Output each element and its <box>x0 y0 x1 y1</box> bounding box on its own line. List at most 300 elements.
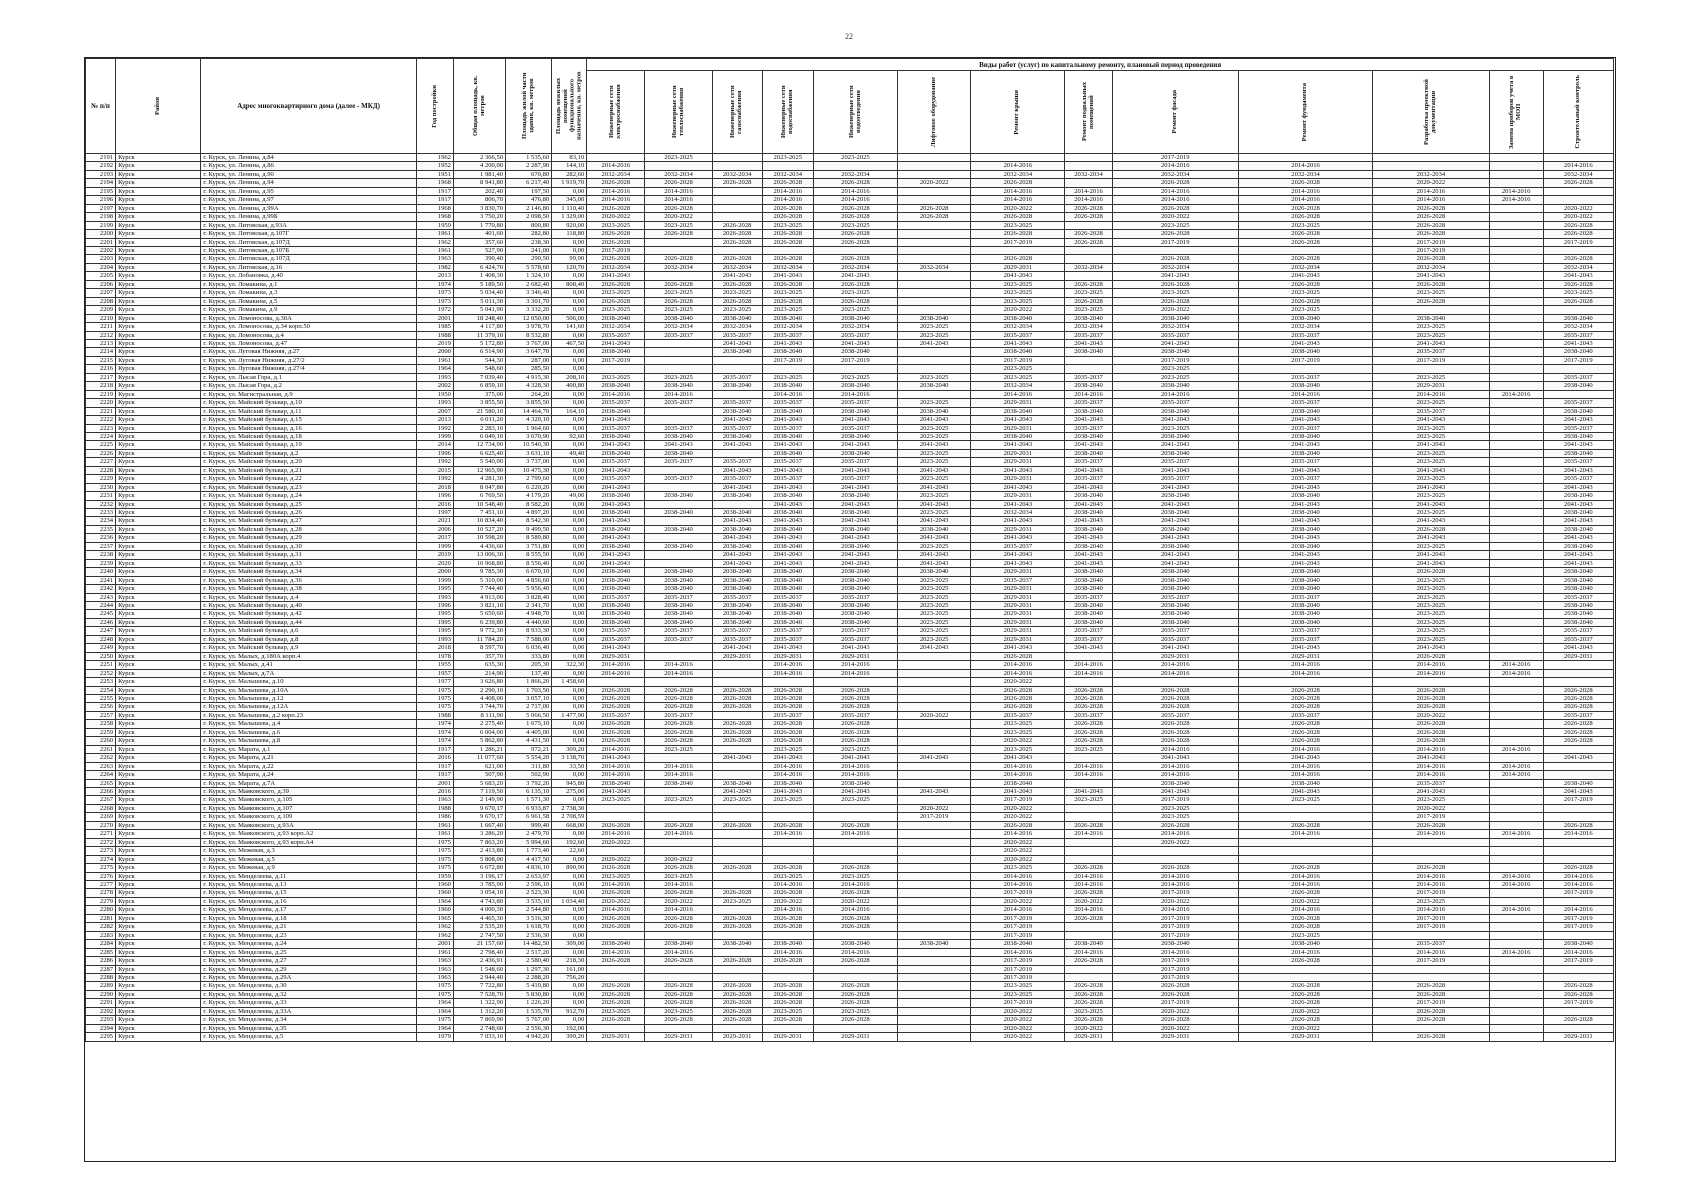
cell-num: 2240 <box>86 568 116 576</box>
cell-elevator <box>898 703 971 711</box>
cell-address: г. Курск, ул. Майский бульвар, д.38 <box>201 585 417 593</box>
cell-meters <box>1489 246 1543 254</box>
cell-water: 2035-2037 <box>762 593 813 601</box>
cell-heating: 2020-2022 <box>645 213 712 221</box>
cell-nonliving-area: 756,20 <box>552 973 587 981</box>
cell-year: 1964 <box>416 897 453 905</box>
cell-roof: 2023-2025 <box>971 221 1065 229</box>
cell-basement: 2038-2040 <box>1065 542 1112 550</box>
cell-electric: 2038-2040 <box>587 382 645 390</box>
cell-total-area: 2 149,90 <box>453 796 505 804</box>
table-row <box>86 525 1614 533</box>
cell-num: 2208 <box>86 297 116 305</box>
cell-roof: 2041-2043 <box>971 272 1065 280</box>
cell-address: г. Курск, ул. Майский бульвар, д.4 <box>201 593 417 601</box>
cell-gas <box>712 973 762 981</box>
cell-nonliving-area: 0,00 <box>552 399 587 407</box>
cell-district: Курск <box>116 432 201 440</box>
cell-district: Курск <box>116 525 201 533</box>
cell-living-area: 5 554,20 <box>506 754 552 762</box>
cell-construction-control: 2038-2040 <box>1543 509 1613 517</box>
cell-gas: 2023-2025 <box>712 289 762 297</box>
cell-heating: 2026-2028 <box>645 204 712 212</box>
cell-num: 2197 <box>86 204 116 212</box>
cell-gas <box>712 931 762 939</box>
cell-foundation: 2014-2016 <box>1238 745 1372 753</box>
cell-heating: 2035-2037 <box>645 475 712 483</box>
table-row <box>86 728 1614 736</box>
cell-facade: 2023-2025 <box>1112 365 1238 373</box>
cell-nonliving-area: 0,00 <box>552 348 587 356</box>
cell-basement: 2014-2016 <box>1065 872 1112 880</box>
cell-num: 2286 <box>86 957 116 965</box>
cell-heating <box>645 559 712 567</box>
cell-facade: 2017-2019 <box>1112 914 1238 922</box>
cell-design-docs <box>1373 678 1489 686</box>
cell-basement: 2023-2025 <box>1065 745 1112 753</box>
cell-sewer: 2026-2028 <box>813 238 897 246</box>
cell-gas: 2035-2037 <box>712 331 762 339</box>
cell-gas: 2041-2043 <box>712 483 762 491</box>
cell-facade: 2041-2043 <box>1112 466 1238 474</box>
cell-design-docs: 2035-2037 <box>1373 779 1489 787</box>
cell-heating <box>645 652 712 660</box>
cell-foundation: 2038-2040 <box>1238 610 1372 618</box>
cell-gas: 2038-2040 <box>712 525 762 533</box>
cell-num: 2284 <box>86 940 116 948</box>
cell-num: 2274 <box>86 855 116 863</box>
cell-foundation: 2038-2040 <box>1238 348 1372 356</box>
cell-sewer: 2023-2025 <box>813 796 897 804</box>
cell-heating: 2026-2028 <box>645 821 712 829</box>
cell-nonliving-area: 309,20 <box>552 745 587 753</box>
cell-district: Курск <box>116 483 201 491</box>
cell-year: 1952 <box>416 162 453 170</box>
cell-nonliving-area: 0,00 <box>552 483 587 491</box>
cell-construction-control: 2041-2043 <box>1543 534 1613 542</box>
cell-district: Курск <box>116 796 201 804</box>
cell-total-area: 7 119,50 <box>453 787 505 795</box>
cell-meters <box>1489 973 1543 981</box>
cell-sewer: 2026-2028 <box>813 914 897 922</box>
cell-heating: 2023-2025 <box>645 373 712 381</box>
cell-living-area: 5 767,00 <box>506 1016 552 1024</box>
cell-design-docs: 2026-2028 <box>1373 737 1489 745</box>
cell-design-docs: 2023-2025 <box>1373 492 1489 500</box>
cell-construction-control <box>1543 390 1613 398</box>
cell-gas: 2038-2040 <box>712 568 762 576</box>
cell-sewer: 2038-2040 <box>813 449 897 457</box>
cell-meters <box>1489 204 1543 212</box>
cell-nonliving-area: 0,00 <box>552 525 587 533</box>
cell-water: 2038-2040 <box>762 576 813 584</box>
cell-nonliving-area: 0,00 <box>552 602 587 610</box>
cell-gas: 2026-2028 <box>712 230 762 238</box>
cell-heating: 2035-2037 <box>645 627 712 635</box>
cell-year: 2021 <box>416 517 453 525</box>
table-row <box>86 999 1614 1007</box>
cell-meters <box>1489 627 1543 635</box>
cell-address: г. Курск, ул. Майский бульвар, д.22 <box>201 475 417 483</box>
cell-meters <box>1489 559 1543 567</box>
cell-meters <box>1489 534 1543 542</box>
cell-foundation: 2014-2016 <box>1238 872 1372 880</box>
cell-basement <box>1065 847 1112 855</box>
cell-design-docs: 2041-2043 <box>1373 483 1489 491</box>
cell-elevator: 2041-2043 <box>898 534 971 542</box>
cell-heating: 2026-2028 <box>645 1016 712 1024</box>
cell-elevator: 2041-2043 <box>898 517 971 525</box>
cell-num: 2204 <box>86 263 116 271</box>
cell-num: 2230 <box>86 483 116 491</box>
cell-living-area: 1 773,40 <box>506 847 552 855</box>
cell-basement: 2035-2037 <box>1065 399 1112 407</box>
cell-basement: 2014-2016 <box>1065 948 1112 956</box>
cell-heating: 2026-2028 <box>645 728 712 736</box>
cell-water: 2035-2037 <box>762 458 813 466</box>
cell-foundation: 2014-2016 <box>1238 948 1372 956</box>
cell-facade: 2038-2040 <box>1112 314 1238 322</box>
cell-elevator <box>898 669 971 677</box>
cell-nonliving-area: 0,00 <box>552 737 587 745</box>
cell-facade: 2035-2037 <box>1112 627 1238 635</box>
cell-total-area: 8 597,70 <box>453 644 505 652</box>
cell-nonliving-area: 0,00 <box>552 466 587 474</box>
cell-nonliving-area: 0,00 <box>552 306 587 314</box>
cell-district: Курск <box>116 897 201 905</box>
cell-heating: 2014-2016 <box>645 390 712 398</box>
cell-facade: 2020-2022 <box>1112 1024 1238 1032</box>
cell-electric: 2026-2028 <box>587 957 645 965</box>
table-row <box>86 880 1614 888</box>
cell-water: 2032-2034 <box>762 323 813 331</box>
table-row <box>86 323 1614 331</box>
cell-gas <box>712 872 762 880</box>
cell-address: г. Курск, ул. Ленина, д.90 <box>201 170 417 178</box>
table-row <box>86 449 1614 457</box>
cell-construction-control: 2038-2040 <box>1543 576 1613 584</box>
cell-district: Курск <box>116 787 201 795</box>
cell-meters <box>1489 179 1543 187</box>
cell-roof: 2017-2019 <box>971 923 1065 931</box>
cell-living-area: 6 217,40 <box>506 179 552 187</box>
cell-meters <box>1489 314 1543 322</box>
cell-gas <box>712 880 762 888</box>
cell-construction-control <box>1543 771 1613 779</box>
cell-total-area: 2 366,50 <box>453 154 505 162</box>
cell-electric: 2026-2028 <box>587 889 645 897</box>
cell-total-area: 13 006,30 <box>453 551 505 559</box>
cell-elevator <box>898 990 971 998</box>
cell-total-area: 2 748,60 <box>453 1024 505 1032</box>
cell-living-area: 3 535,10 <box>506 897 552 905</box>
cell-basement: 2026-2028 <box>1065 1016 1112 1024</box>
cell-nonliving-area: 33,50 <box>552 762 587 770</box>
cell-num: 2253 <box>86 678 116 686</box>
cell-foundation: 2026-2028 <box>1238 923 1372 931</box>
cell-construction-control: 2026-2028 <box>1543 255 1613 263</box>
cell-total-area: 3 286,20 <box>453 830 505 838</box>
cell-address: г. Курск, ул. Менделеева, д.29А <box>201 973 417 981</box>
cell-heating: 2026-2028 <box>645 179 712 187</box>
cell-basement: 2032-2034 <box>1065 170 1112 178</box>
cell-elevator: 2041-2043 <box>898 483 971 491</box>
cell-total-area: 6 625,40 <box>453 449 505 457</box>
cell-meters <box>1489 399 1543 407</box>
cell-electric: 2014-2016 <box>587 906 645 914</box>
cell-nonliving-area: 192,60 <box>552 838 587 846</box>
cell-roof: 2020-2022 <box>971 838 1065 846</box>
cell-meters <box>1489 441 1543 449</box>
cell-gas: 2041-2043 <box>712 787 762 795</box>
cell-design-docs: 2026-2028 <box>1373 652 1489 660</box>
cell-sewer: 2026-2028 <box>813 230 897 238</box>
cell-sewer: 2035-2037 <box>813 475 897 483</box>
cell-electric: 2038-2040 <box>587 542 645 550</box>
cell-foundation: 2038-2040 <box>1238 492 1372 500</box>
cell-heating <box>645 754 712 762</box>
cell-facade: 2014-2016 <box>1112 948 1238 956</box>
cell-address: г. Курск, ул. Менделеева, д.32 <box>201 990 417 998</box>
cell-meters <box>1489 213 1543 221</box>
cell-roof: 2041-2043 <box>971 441 1065 449</box>
cell-gas <box>712 204 762 212</box>
cell-electric: 2026-2028 <box>587 1016 645 1024</box>
cell-address: г. Курск, ул. Майский бульвар, д.16 <box>201 424 417 432</box>
cell-heating: 2020-2022 <box>645 897 712 905</box>
cell-basement: 2035-2037 <box>1065 331 1112 339</box>
cell-total-area: 7 863,20 <box>453 838 505 846</box>
cell-sewer <box>813 965 897 973</box>
cell-nonliving-area: 0,00 <box>552 610 587 618</box>
cell-year: 2016 <box>416 500 453 508</box>
cell-elevator: 2023-2025 <box>898 492 971 500</box>
cell-roof: 2041-2043 <box>971 339 1065 347</box>
cell-num: 2259 <box>86 728 116 736</box>
cell-facade: 2026-2028 <box>1112 703 1238 711</box>
cell-meters <box>1489 585 1543 593</box>
cell-construction-control: 2026-2028 <box>1543 280 1613 288</box>
cell-elevator <box>898 914 971 922</box>
cell-electric: 2026-2028 <box>587 914 645 922</box>
cell-total-area: 3 626,80 <box>453 678 505 686</box>
cell-water: 2041-2043 <box>762 559 813 567</box>
cell-design-docs: 2023-2025 <box>1373 331 1489 339</box>
cell-electric: 2020-2022 <box>587 897 645 905</box>
cell-elevator <box>898 154 971 162</box>
cell-meters <box>1489 796 1543 804</box>
cell-design-docs <box>1373 931 1489 939</box>
cell-construction-control <box>1543 745 1613 753</box>
cell-electric: 2026-2028 <box>587 737 645 745</box>
cell-water: 2041-2043 <box>762 754 813 762</box>
cell-sewer: 2038-2040 <box>813 568 897 576</box>
cell-roof: 2023-2025 <box>971 745 1065 753</box>
cell-roof: 2041-2043 <box>971 644 1065 652</box>
cell-elevator: 2038-2040 <box>898 568 971 576</box>
cell-gas <box>712 906 762 914</box>
cell-district: Курск <box>116 416 201 424</box>
cell-nonliving-area: 0,00 <box>552 475 587 483</box>
cell-address: г. Курск, ул. Менделеева, д.18 <box>201 914 417 922</box>
cell-electric: 2035-2037 <box>587 711 645 719</box>
cell-heating <box>645 348 712 356</box>
cell-year: 1986 <box>416 813 453 821</box>
cell-num: 2211 <box>86 323 116 331</box>
cell-water: 2026-2028 <box>762 297 813 305</box>
cell-facade: 2014-2016 <box>1112 880 1238 888</box>
cell-design-docs: 2023-2025 <box>1373 576 1489 584</box>
cell-nonliving-area: 1 034,40 <box>552 897 587 905</box>
cell-facade: 2017-2019 <box>1112 238 1238 246</box>
cell-construction-control: 2041-2043 <box>1543 644 1613 652</box>
cell-facade: 2017-2019 <box>1112 154 1238 162</box>
cell-district: Курск <box>116 162 201 170</box>
cell-roof: 2029-2031 <box>971 610 1065 618</box>
cell-district: Курск <box>116 779 201 787</box>
cell-address: г. Курск, ул. Ломакина, д.5 <box>201 297 417 305</box>
cell-foundation: 2035-2037 <box>1238 373 1372 381</box>
cell-total-area: 6 011,20 <box>453 416 505 424</box>
cell-nonliving-area: 1 919,70 <box>552 179 587 187</box>
cell-total-area: 2 275,40 <box>453 720 505 728</box>
cell-gas: 2026-2028 <box>712 923 762 931</box>
cell-sewer: 2038-2040 <box>813 940 897 948</box>
cell-foundation <box>1238 838 1372 846</box>
cell-year: 2013 <box>416 416 453 424</box>
cell-district: Курск <box>116 475 201 483</box>
cell-num: 2220 <box>86 399 116 407</box>
cell-address: г. Курск, ул. Майский бульвар, д.25 <box>201 500 417 508</box>
cell-roof: 2041-2043 <box>971 483 1065 491</box>
cell-foundation: 2023-2025 <box>1238 306 1372 314</box>
cell-facade: 2014-2016 <box>1112 196 1238 204</box>
table-row <box>86 365 1614 373</box>
cell-address: г. Курск, ул. Литовская, д.93А <box>201 221 417 229</box>
cell-nonliving-area: 0,00 <box>552 500 587 508</box>
cell-total-area: 6 239,80 <box>453 618 505 626</box>
cell-electric: 2041-2043 <box>587 551 645 559</box>
cell-water <box>762 965 813 973</box>
cell-gas: 2038-2040 <box>712 432 762 440</box>
cell-meters <box>1489 348 1543 356</box>
cell-year: 1959 <box>416 221 453 229</box>
cell-total-area: 548,60 <box>453 365 505 373</box>
cell-roof: 2029-2031 <box>971 525 1065 533</box>
cell-basement: 2014-2016 <box>1065 771 1112 779</box>
cell-construction-control: 2035-2037 <box>1543 458 1613 466</box>
cell-heating <box>645 500 712 508</box>
cell-address: г. Курск, ул. Менделеева, д.16 <box>201 897 417 905</box>
cell-basement: 2026-2028 <box>1065 686 1112 694</box>
cell-year: 2019 <box>416 339 453 347</box>
cell-construction-control: 2041-2043 <box>1543 787 1613 795</box>
cell-heating: 2038-2040 <box>645 525 712 533</box>
cell-basement: 2026-2028 <box>1065 238 1112 246</box>
cell-water: 2014-2016 <box>762 948 813 956</box>
cell-basement: 2014-2016 <box>1065 390 1112 398</box>
table-row <box>86 179 1614 187</box>
cell-foundation: 2023-2025 <box>1238 931 1372 939</box>
cell-num: 2218 <box>86 382 116 390</box>
table-row <box>86 373 1614 381</box>
cell-living-area: 6 135,10 <box>506 787 552 795</box>
cell-num: 2223 <box>86 424 116 432</box>
cell-nonliving-area: 0,00 <box>552 796 587 804</box>
cell-roof: 2020-2022 <box>971 1024 1065 1032</box>
cell-electric: 2017-2019 <box>587 356 645 364</box>
cell-basement: 2020-2022 <box>1065 897 1112 905</box>
cell-electric: 2041-2043 <box>587 272 645 280</box>
cell-nonliving-area: 0,00 <box>552 990 587 998</box>
cell-num: 2243 <box>86 593 116 601</box>
cell-heating: 2014-2016 <box>645 661 712 669</box>
cell-nonliving-area: 0,00 <box>552 331 587 339</box>
cell-elevator <box>898 779 971 787</box>
cell-address: г. Курск, ул. Менделеева, д.24 <box>201 940 417 948</box>
cell-num: 2254 <box>86 686 116 694</box>
cell-gas: 2035-2037 <box>712 373 762 381</box>
cell-foundation: 2035-2037 <box>1238 627 1372 635</box>
cell-basement: 2026-2028 <box>1065 213 1112 221</box>
cell-roof: 2017-2019 <box>971 356 1065 364</box>
cell-address: г. Курск, ул. Межевая, д.3 <box>201 847 417 855</box>
page-number: 22 <box>845 32 853 41</box>
cell-design-docs: 2014-2016 <box>1373 745 1489 753</box>
cell-address: г. Курск, ул. Майский бульвар, д.19 <box>201 441 417 449</box>
cell-elevator <box>898 187 971 195</box>
cell-year: 1964 <box>416 1007 453 1015</box>
cell-facade: 2038-2040 <box>1112 492 1238 500</box>
cell-district: Курск <box>116 864 201 872</box>
cell-facade: 2026-2028 <box>1112 864 1238 872</box>
col-header-construction-control: Строительный контроль <box>1543 71 1613 154</box>
cell-basement: 2026-2028 <box>1065 204 1112 212</box>
cell-total-area: 621,00 <box>453 762 505 770</box>
cell-year: 1917 <box>416 771 453 779</box>
cell-roof: 2029-2031 <box>971 585 1065 593</box>
table-row <box>86 627 1614 635</box>
cell-roof: 2029-2031 <box>971 399 1065 407</box>
cell-district: Курск <box>116 940 201 948</box>
cell-sewer: 2041-2043 <box>813 559 897 567</box>
cell-design-docs <box>1373 306 1489 314</box>
cell-sewer: 2023-2025 <box>813 745 897 753</box>
cell-total-area: 2 283,10 <box>453 424 505 432</box>
cell-basement: 2026-2028 <box>1065 957 1112 965</box>
cell-heating: 2038-2040 <box>645 610 712 618</box>
cell-water: 2026-2028 <box>762 238 813 246</box>
cell-num: 2249 <box>86 644 116 652</box>
cell-foundation: 2041-2043 <box>1238 500 1372 508</box>
cell-construction-control: 2017-2019 <box>1543 914 1613 922</box>
cell-heating: 2035-2037 <box>645 635 712 643</box>
cell-construction-control: 2035-2037 <box>1543 593 1613 601</box>
cell-district: Курск <box>116 771 201 779</box>
cell-electric: 2041-2043 <box>587 339 645 347</box>
cell-district: Курск <box>116 711 201 719</box>
cell-facade: 2017-2019 <box>1112 356 1238 364</box>
cell-design-docs: 2041-2043 <box>1373 466 1489 474</box>
cell-nonliving-area: 0,00 <box>552 187 587 195</box>
cell-gas <box>712 669 762 677</box>
cell-address: г. Курск, ул. Луговая Нижняя, д.27 <box>201 348 417 356</box>
cell-total-area: 12 965,90 <box>453 466 505 474</box>
cell-sewer: 2023-2025 <box>813 872 897 880</box>
cell-basement: 2041-2043 <box>1065 644 1112 652</box>
cell-facade: 2035-2037 <box>1112 711 1238 719</box>
cell-electric: 2023-2025 <box>587 872 645 880</box>
